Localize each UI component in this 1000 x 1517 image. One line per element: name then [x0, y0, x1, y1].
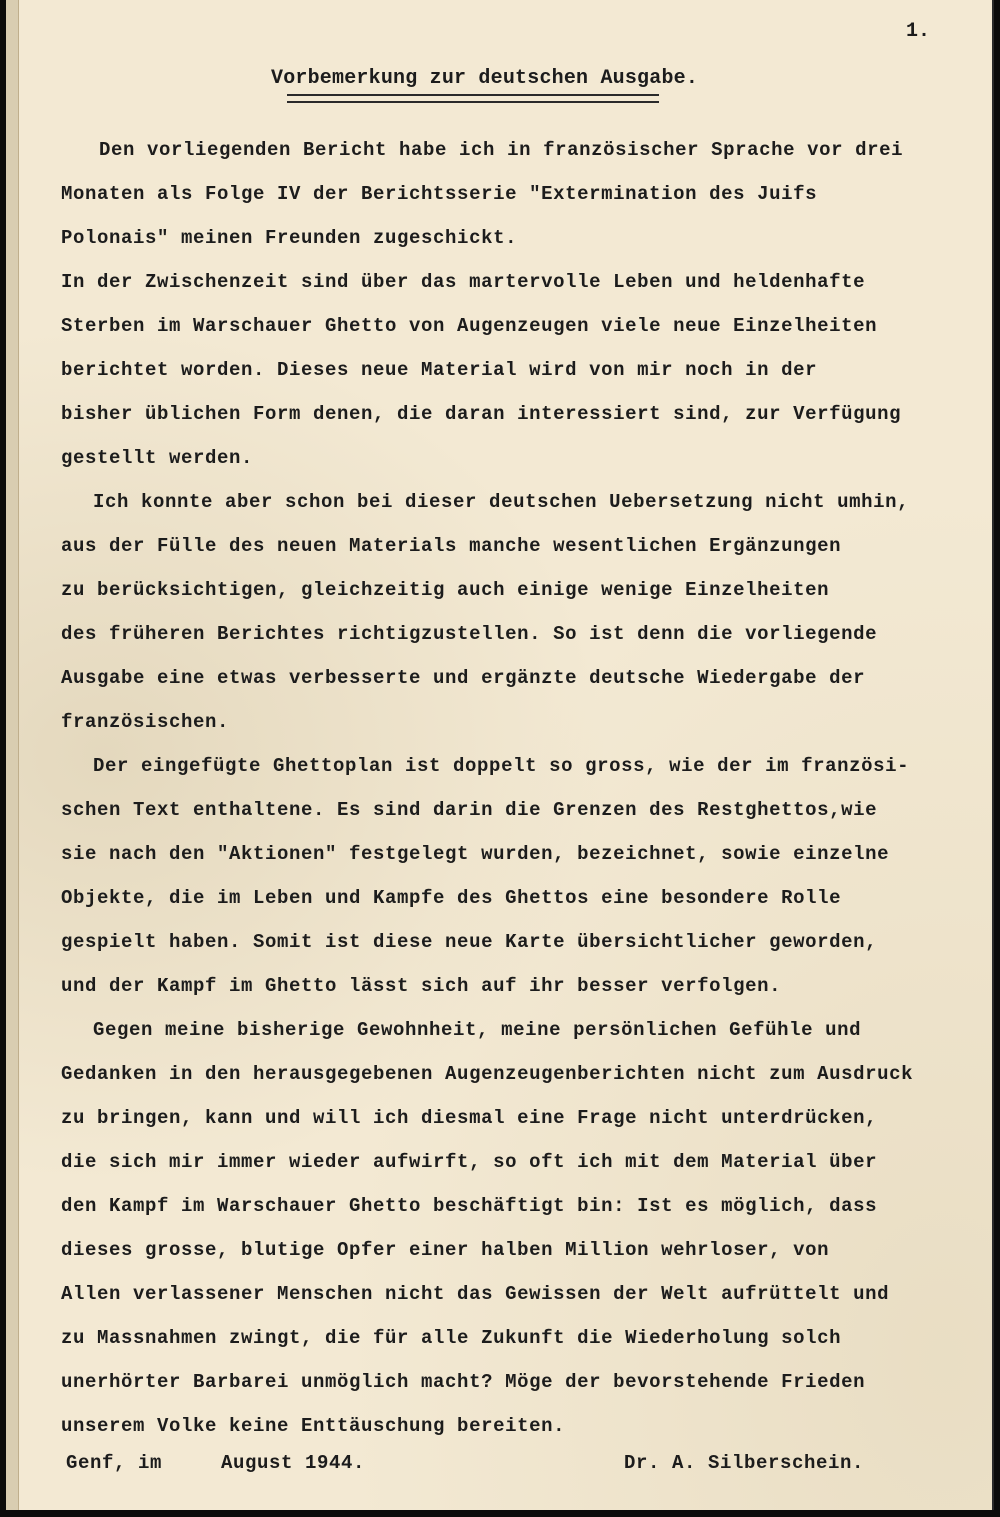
page-number: 1.: [906, 20, 931, 43]
heading-block: [271, 67, 711, 103]
text-line: aus der Fülle des neuen Materials manche wesentlichen Ergänzungen: [61, 535, 842, 557]
text-line: Allen verlassener Menschen nicht das Gewissen der Welt aufrüttelt und: [61, 1283, 890, 1305]
text-line: des früheren Berichtes richtigzustellen. So ist denn die vorliegende: [61, 623, 878, 645]
text-line: zu bringen, kann und will ich diesmal eine Frage nicht unterdrücken,: [61, 1107, 878, 1129]
text-line: sie nach den "Aktionen" festgelegt wurden, bezeichnet, sowie einzelne: [61, 843, 890, 865]
text-line: gestellt werden.: [61, 447, 254, 469]
text-line: und der Kampf im Ghetto lässt sich auf ihr besser verfolgen.: [61, 975, 782, 997]
text-line: schen Text enthaltene. Es sind darin die Grenzen des Restghettos,wie: [61, 799, 878, 821]
text-line: gespielt haben. Somit ist diese neue Karte übersichtlicher geworden,: [61, 931, 878, 953]
text-line: In der Zwischenzeit sind über das martervolle Leben und heldenhafte: [61, 271, 866, 293]
text-line: zu berücksichtigen, gleichzeitig auch einige wenige Einzelheiten: [61, 579, 830, 601]
text-line: französischen.: [61, 711, 230, 733]
text-line: bisher üblichen Form denen, die daran interessiert sind, zur Verfügung: [61, 403, 902, 425]
text-line: zu Massnahmen zwingt, die für alle Zukunft die Wiederholung solch: [61, 1327, 842, 1349]
text-line: Gegen meine bisherige Gewohnheit, meine persönlichen Gefühle und: [93, 1019, 862, 1041]
footer-place: Genf, im: [66, 1452, 163, 1474]
text-line: berichtet worden. Dieses neue Material wird von mir noch in der: [61, 359, 818, 381]
text-line: dieses grosse, blutige Opfer einer halben Million wehrloser, von: [61, 1239, 830, 1261]
text-line: Den vorliegenden Bericht habe ich in französischer Sprache vor drei: [99, 139, 904, 161]
text-line: Ausgabe eine etwas verbesserte und ergänzte deutsche Wiedergabe der: [61, 667, 866, 689]
binding-edge: [6, 0, 19, 1510]
text-line: unerhörter Barbarei unmöglich macht? Möge der bevorstehende Frieden: [61, 1371, 866, 1393]
text-line: Der eingefügte Ghettoplan ist doppelt so gross, wie der im französi-: [93, 755, 910, 777]
text-line: Ich konnte aber schon bei dieser deutschen Uebersetzung nicht umhin,: [93, 491, 910, 513]
text-line: Polonais" meinen Freunden zugeschickt.: [61, 227, 518, 249]
text-line: unserem Volke keine Enttäuschung bereiten.: [61, 1415, 566, 1437]
text-line: Sterben im Warschauer Ghetto von Augenzeugen viele neue Einzelheiten: [61, 315, 878, 337]
text-line: den Kampf im Warschauer Ghetto beschäftigt bin: Ist es möglich, dass: [61, 1195, 878, 1217]
footer-date: August 1944.: [221, 1452, 366, 1474]
text-line: Monaten als Folge IV der Berichtsserie "Extermination des Juifs: [61, 183, 818, 205]
text-line: Objekte, die im Leben und Kampfe des Ghettos eine besondere Rolle: [61, 887, 842, 909]
page-heading: Vorbemerkung zur deutschen Ausgabe.: [271, 67, 699, 90]
footer-author-signature: Dr. A. Silberschein.: [624, 1452, 865, 1474]
body-text: [61, 128, 961, 1448]
heading-double-underline: [287, 94, 659, 103]
text-line: die sich mir immer wieder aufwirft, so oft ich mit dem Material über: [61, 1151, 878, 1173]
text-line: Gedanken in den herausgegebenen Augenzeugenberichten nicht zum Ausdruck: [61, 1063, 914, 1085]
document-page: [6, 0, 994, 1510]
